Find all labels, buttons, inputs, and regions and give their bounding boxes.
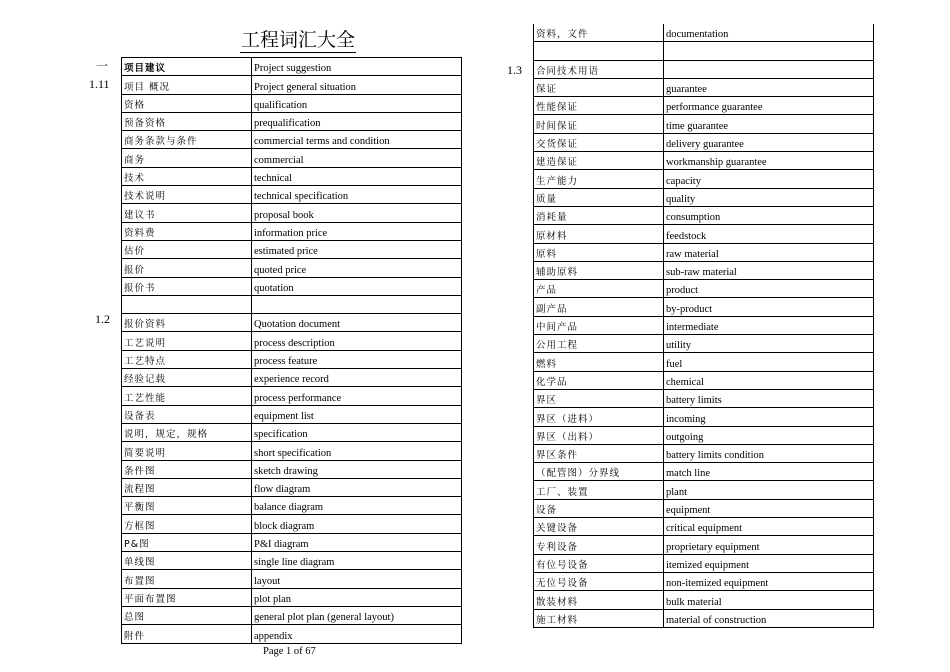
table-row [122,167,462,185]
term-english: non-itemized equipment [664,572,874,590]
term-english: single line diagram [252,552,462,570]
term-chinese: 工艺性能 [122,387,252,405]
term-chinese: 简要说明 [122,442,252,460]
table-row [122,478,462,496]
table-row [122,369,462,387]
term-english: flow diagram [252,478,462,496]
term-english: experience record [252,369,462,387]
term-chinese: 技术 [122,167,252,185]
table-row [122,295,462,313]
table-row [534,206,874,224]
term-english: battery limits condition [664,444,874,462]
table-row [534,481,874,499]
term-chinese: 技术说明 [122,186,252,204]
term-english: utility [664,335,874,353]
term-english: critical equipment [664,518,874,536]
term-english: layout [252,570,462,588]
term-chinese: （配管图）分界线 [534,463,664,481]
term-chinese: 设备表 [122,405,252,423]
table-row [122,131,462,149]
table-row [534,60,874,78]
term-chinese: 条件图 [122,460,252,478]
term-english: product [664,280,874,298]
term-chinese: 报价 [122,259,252,277]
term-english: battery limits [664,389,874,407]
term-chinese: 平衡图 [122,497,252,515]
term-english: incoming [664,408,874,426]
term-english: plot plan [252,588,462,606]
term-english: sub-raw material [664,261,874,279]
term-chinese: 工艺说明 [122,332,252,350]
table-row [122,625,462,643]
term-english: appendix [252,625,462,643]
section-number-1-11: 1.11 [89,77,110,91]
term-english: chemical [664,371,874,389]
term-chinese: 辅助原料 [534,261,664,279]
term-chinese [534,42,664,60]
table-row [534,591,874,609]
term-english: process performance [252,387,462,405]
term-english: equipment [664,499,874,517]
section-number-1-2: 1.2 [95,312,110,326]
term-english: estimated price [252,240,462,258]
table-row [122,186,462,204]
table-row [534,335,874,353]
term-chinese: 建造保证 [534,152,664,170]
term-chinese: 设备 [534,499,664,517]
table-row [534,572,874,590]
table-row [534,225,874,243]
table-row [122,606,462,624]
table-row [122,497,462,515]
table-row [122,58,462,76]
table-row [534,408,874,426]
table-row [534,24,874,42]
term-chinese: 工厂、装置 [534,481,664,499]
term-english: equipment list [252,405,462,423]
term-english: fuel [664,353,874,371]
term-chinese: 关键设备 [534,518,664,536]
table-row [122,515,462,533]
page-footer: Page 1 of 67 [263,646,316,657]
term-english: prequalification [252,112,462,130]
term-chinese: 报价书 [122,277,252,295]
term-chinese: 估价 [122,240,252,258]
table-row [122,460,462,478]
page-title: 工程词汇大全 [241,29,356,51]
term-english: feedstock [664,225,874,243]
term-chinese: 建议书 [122,204,252,222]
table-row [534,115,874,133]
table-row [122,277,462,295]
term-chinese: 施工材料 [534,609,664,627]
table-row [534,97,874,115]
term-english: commercial [252,149,462,167]
term-chinese: 燃料 [534,353,664,371]
table-row [122,222,462,240]
term-english: time guarantee [664,115,874,133]
term-chinese: 单线图 [122,552,252,570]
term-chinese: P&图 [122,533,252,551]
table-row [122,423,462,441]
term-chinese: 界区条件 [534,444,664,462]
term-chinese: 界区（进料） [534,408,664,426]
term-english: material of construction [664,609,874,627]
term-english: raw material [664,243,874,261]
term-english: guarantee [664,78,874,96]
table-row [122,570,462,588]
term-chinese: 报价资料 [122,314,252,332]
table-row [534,280,874,298]
term-chinese: 生产能力 [534,170,664,188]
table-row [122,149,462,167]
term-chinese: 资格 [122,94,252,112]
table-row [122,204,462,222]
term-english: proprietary equipment [664,536,874,554]
term-english: technical [252,167,462,185]
table-row [534,426,874,444]
term-chinese: 附件 [122,625,252,643]
term-english: performance guarantee [664,97,874,115]
term-english: proposal book [252,204,462,222]
term-english: technical specification [252,186,462,204]
term-chinese: 平面布置图 [122,588,252,606]
term-chinese: 无位号设备 [534,572,664,590]
term-english: delivery guarantee [664,133,874,151]
term-chinese: 方框图 [122,515,252,533]
table-row [534,133,874,151]
table-row [534,298,874,316]
term-chinese: 专利设备 [534,536,664,554]
term-english: workmanship guarantee [664,152,874,170]
table-row [534,316,874,334]
term-english: quality [664,188,874,206]
table-row [534,188,874,206]
term-chinese: 交货保证 [534,133,664,151]
term-chinese: 说明，规定，规格 [122,423,252,441]
term-chinese [122,295,252,313]
term-english: plant [664,481,874,499]
term-chinese: 预备资格 [122,112,252,130]
table-row [122,240,462,258]
table-row [122,112,462,130]
term-chinese: 原材料 [534,225,664,243]
table-row [534,261,874,279]
term-chinese: 工艺特点 [122,350,252,368]
term-chinese: 有位号设备 [534,554,664,572]
table-row [534,152,874,170]
term-english: bulk material [664,591,874,609]
term-chinese: 总图 [122,606,252,624]
term-chinese: 产品 [534,280,664,298]
term-english: process description [252,332,462,350]
table-row [534,353,874,371]
term-chinese: 流程图 [122,478,252,496]
term-english [664,42,874,60]
term-chinese: 商务 [122,149,252,167]
term-chinese: 时间保证 [534,115,664,133]
term-chinese: 经验记载 [122,369,252,387]
table-row [122,387,462,405]
term-english: information price [252,222,462,240]
term-english: Project general situation [252,76,462,94]
term-chinese: 化学品 [534,371,664,389]
term-chinese: 原料 [534,243,664,261]
table-row [534,518,874,536]
table-row [122,76,462,94]
table-row [534,444,874,462]
term-chinese: 质量 [534,188,664,206]
table-row [122,588,462,606]
term-chinese: 中间产品 [534,316,664,334]
table-row [122,405,462,423]
term-chinese: 性能保证 [534,97,664,115]
table-row [122,314,462,332]
term-english: sketch drawing [252,460,462,478]
term-chinese: 项目 概况 [122,76,252,94]
term-english: block diagram [252,515,462,533]
term-chinese: 资料，文件 [534,24,664,42]
table-row [534,389,874,407]
term-chinese: 资料费 [122,222,252,240]
term-english: Project suggestion [252,58,462,76]
term-chinese: 消耗量 [534,206,664,224]
term-english: outgoing [664,426,874,444]
table-row [122,94,462,112]
table-row [534,42,874,60]
term-english: commercial terms and condition [252,131,462,149]
term-chinese: 界区 [534,389,664,407]
term-chinese: 副产品 [534,298,664,316]
table-row [122,552,462,570]
table-row [534,536,874,554]
term-chinese: 散装材料 [534,591,664,609]
term-english: Quotation document [252,314,462,332]
term-english: short specification [252,442,462,460]
term-english: by-product [664,298,874,316]
term-chinese: 布置图 [122,570,252,588]
table-row [122,533,462,551]
term-english: balance diagram [252,497,462,515]
term-english: itemized equipment [664,554,874,572]
section-number-1: 一 [96,59,109,73]
term-english: intermediate [664,316,874,334]
term-english: quoted price [252,259,462,277]
term-english: qualification [252,94,462,112]
vocabulary-table-left [121,57,462,644]
table-row [534,243,874,261]
term-chinese: 保证 [534,78,664,96]
term-chinese: 公用工程 [534,335,664,353]
table-row [122,332,462,350]
term-english [252,295,462,313]
table-row [122,259,462,277]
term-english: capacity [664,170,874,188]
term-chinese: 商务条款与条件 [122,131,252,149]
term-english: match line [664,463,874,481]
table-row [534,371,874,389]
term-english: documentation [664,24,874,42]
term-english: consumption [664,206,874,224]
term-english: P&I diagram [252,533,462,551]
term-chinese: 项目建议 [122,58,252,76]
term-english: specification [252,423,462,441]
term-chinese: 合同技术用语 [534,60,664,78]
term-english: general plot plan (general layout) [252,606,462,624]
table-row [534,554,874,572]
table-row [534,609,874,627]
term-english: process feature [252,350,462,368]
table-row [534,499,874,517]
term-english: quotation [252,277,462,295]
table-row [534,463,874,481]
term-english [664,60,874,78]
table-row [122,442,462,460]
table-row [534,170,874,188]
vocabulary-table-right [533,24,874,628]
section-number-1-3: 1.3 [507,63,522,77]
table-row [122,350,462,368]
term-chinese: 界区（出料） [534,426,664,444]
table-row [534,78,874,96]
